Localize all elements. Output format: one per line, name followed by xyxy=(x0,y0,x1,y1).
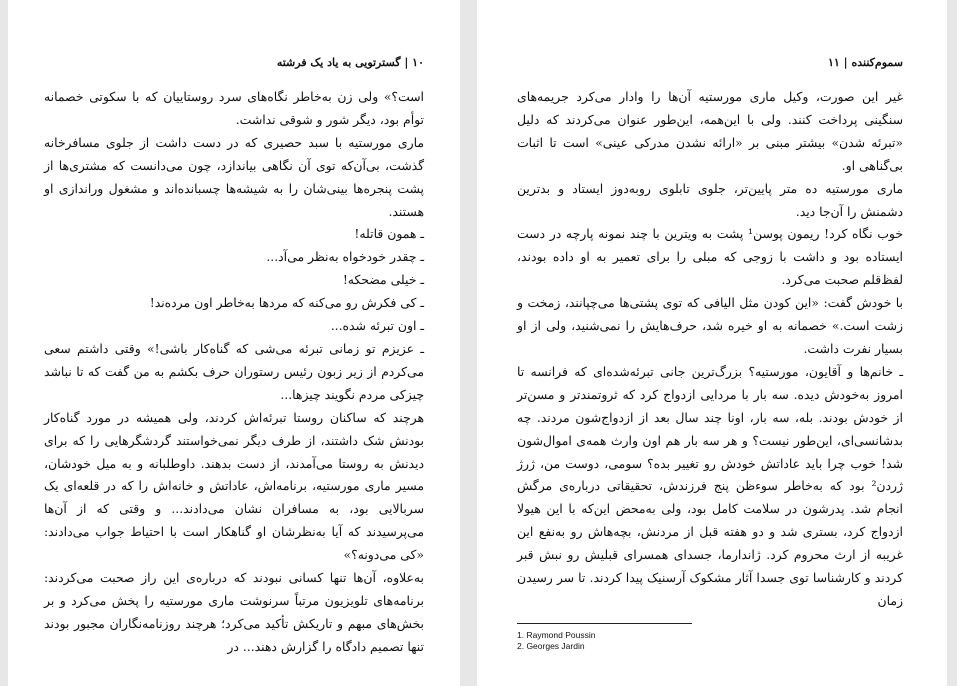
paragraph: غیر این صورت، وکیل ماری مورستیه آن‌ها را وادار می‌کرد جریمه‌های سنگینی پرداخت کنند. ولی با این‌همه، این‌طور عنوان می‌کردند که دلیل «تبرئه شدن» بیشتر مبنی بر «ارائه نشدن مدرکی عینی» است تا اثبات بی‌گناهی او. xyxy=(517,89,903,173)
paragraph: هرچند که ساکنان روستا تبرئه‌اش کردند، ولی همیشه در مورد گناه‌کار بودنش شک داشتند، از طرف دیگر نمی‌خواستند گردشگرهایی را که برای دیدنش به روستا می‌آمدند، از دست بدهند. داوطلبانه و به میل خودشان، مسیر ماری مورستیه، برنامه‌اش، عاداتش و خانه‌اش را که در قلعه‌ای یک سربالایی بود، به مسافران نشان می‌دادند... و وقتی که از آن‌ها می‌پرسیدند که آیا به‌نظرشان او گناهکار است با احتیاط جواب می‌دادند: «کی می‌دونه؟» xyxy=(44,409,424,563)
dialogue-line: ـ کی فکرش رو می‌کنه که مردها به‌خاطر اون مرده‌ند! xyxy=(149,295,424,311)
paragraph: ـ خانم‌ها و آقایون، مورستیه؟ بزرگ‌ترین جانی تبرئه‌شده‌ای که فرانسه تا امروز به‌خودش دیده. سه بار با مردایی ازدواج کرد که ثروتمندتر و مسن‌تر از خودش بودند. بله، سه بار، اونا چند سال بعد از ازدواج‌شون مردند. چه بدشانسی‌ای، این‌طور نیست؟ و هر سه بار هم اون وارث همه‌ی اموال‌شون شد! خوب چرا باید عاداتش خودش رو تغییر بده؟ سومی، دوست من، ژرژ ژردن² بود که به‌خاطر سوءظن پنج فرزندش، تحقیقاتی درباره‌ی مرگش انجام شد. پدرشون در سلامت کامل بود، ولی به‌محض این‌که با این هیولا ازدواج کرد، بستری شد و دو هفته قبل از مردنش، بچه‌هاش رو به‌نفع این غریبه از ارث محروم کرد. ژاندارما، جسدای همسرای قبلیش رو نبش قبر کردند و کارشناسا توی جسدا آثار مشکوک آرسنیک پیدا کردند. تا سر رسیدن زمان xyxy=(517,363,903,608)
right-page-header: سموم‌کننده | ۱۱ xyxy=(828,56,903,69)
paragraph: است؟» ولی زن به‌خاطر نگاه‌های سرد روستاییان که با سکوتی خصمانه توأم بود، دیگر شور و شوقی نداشت. xyxy=(44,89,424,127)
dialogue-line: ـ چقدر خودخواه به‌نظر می‌آد... xyxy=(266,249,424,265)
left-page-body xyxy=(44,86,424,659)
right-page xyxy=(477,0,947,686)
paragraph: با خودش گفت: «این کودن مثل الیافی که توی پشتی‌ها می‌چپانند، زمخت و زشت است.» خصمانه به او خیره شد، حرف‌هایش را نمی‌شنید، ولی از او بسیار نفرت داشت. xyxy=(517,295,903,356)
paragraph: خوب نگاه کرد! ریمون پوسن¹ پشت به ویترین با چند نمونه پارچه در دست ایستاده بود و داشت با زوجی که مبلی را برای تعمیر به او داده بودند، لفظ‌قلم صحبت می‌کرد. xyxy=(517,226,903,288)
right-page-body xyxy=(517,86,903,613)
left-page-header: ۱۰ | گسترتویی به یاد یک فرشته xyxy=(276,56,424,69)
dialogue-line: ـ همون قاتله! xyxy=(354,226,424,242)
paragraph: ماری مورستیه ده متر پایین‌تر، جلوی تابلوی روبه‌دوز ایستاد و بدترین دشمنش را آن‌جا دید. xyxy=(517,180,903,219)
paragraph: به‌علاوه، آن‌ها تنها کسانی نبودند که درباره‌ی این راز صحبت می‌کردند: برنامه‌های تلویزیون مرتباً سرنوشت ماری مورستیه را پخش می‌کرد و بر بخش‌های مبهم و تاریکش تأکید می‌کرد؛ هرچند روزنامه‌نگاران مجبور بودند تنها تصمیم دادگاه را گزارش دهند... در xyxy=(44,570,424,654)
dialogue-line: ـ خیلی مضحکه! xyxy=(342,272,424,288)
footnote-divider xyxy=(517,623,692,624)
paragraph: ماری مورستیه با سبد حصیری که در دست داشت از جلوی مسافرخانه گذشت، بی‌آن‌که توی آن نگاهی بیاندازد، چون می‌دانست که مشتری‌ها از پشت پنجره‌ها بینی‌شان را به شیشه‌ها چسبانده‌اند و مشغول وراندازی او هستند. xyxy=(44,134,424,219)
footnote: 2. Georges Jardin xyxy=(517,640,585,651)
footnotes xyxy=(517,630,903,652)
left-page xyxy=(8,0,460,686)
dialogue-line: ـ عزیزم تو زمانی تبرئه می‌شی که گناه‌کار باشی!» وقتی داشتم سعی می‌کردم از زیر زبون رئیس رستوران حرف بکشم به من گفت که تا نباشد چیزکی مردم نگویند چیزها... xyxy=(44,340,424,402)
dialogue-line: ـ اون تبرئه شده... xyxy=(330,318,424,334)
footnote: 1. Raymond Poussin xyxy=(517,629,596,640)
